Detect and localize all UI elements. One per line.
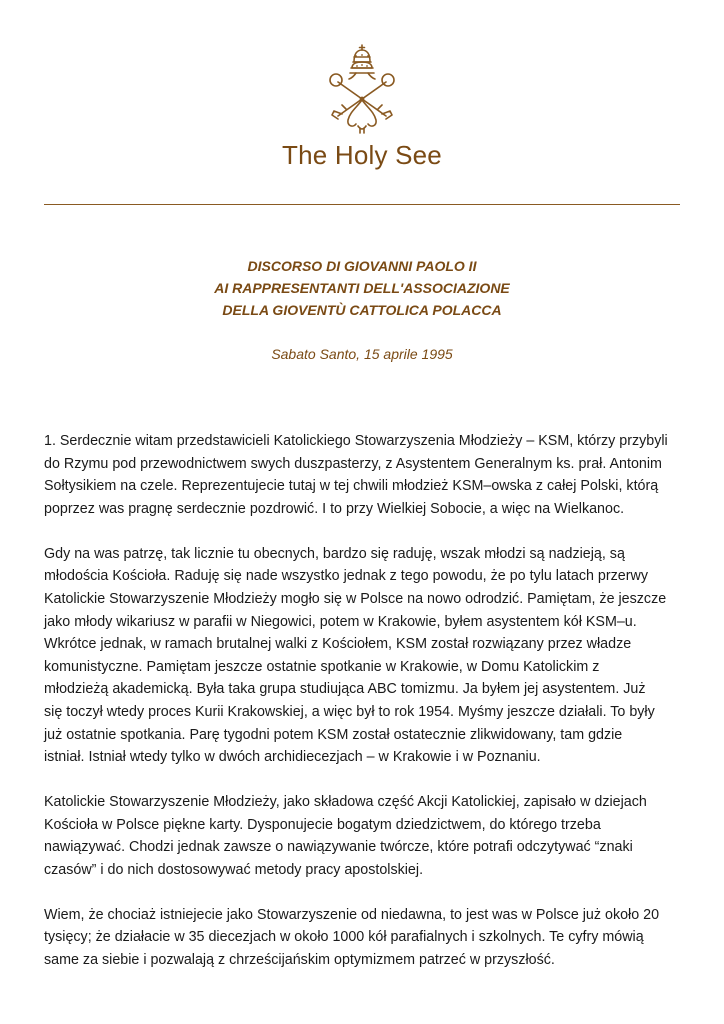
text-line: istniał. Istniał wtedy tylko w dwóch archidiecezjach – w Krakowie i w Poznaniu.	[44, 749, 541, 766]
document-title-line: AI RAPPRESENTANTI DELL'ASSOCIAZIONE	[214, 280, 510, 296]
text-line: 1. Serdecznie witam przedstawicieli Katolickiego Stowarzyszenia Młodzieży – KSM, którzy przybyli	[44, 433, 668, 449]
document-title-line: DISCORSO DI GIOVANNI PAOLO II	[247, 258, 477, 274]
header-divider	[44, 204, 680, 205]
text-line: poprzez was pragnę serdecznie pozdrowić. I to przy Wielkiej Sobocie, a więc na Wielkanoc.	[44, 500, 625, 517]
paragraph-3	[44, 791, 684, 881]
text-line: do Rzymu pod przewodnictwem swych duszpasterzy, z Asystentem Generalnym ks. prał. Antonim	[44, 455, 662, 472]
text-line: Wiem, że chociaż istniejecie jako Stowarzyszenie od niedawna, to jest was w Polsce już około 20	[44, 906, 660, 923]
text-line: Kościoła w Polsce piękne karty. Dysponujecie bogatym dziedzictwem, do którego trzeba	[44, 816, 601, 833]
papal-emblem-icon	[320, 42, 404, 134]
text-line: młodzieżą akademicką. Była taka grupa studiująca ABC tomizmu. Ja byłem jej asystentem. Już	[44, 681, 646, 698]
paragraph-4	[44, 904, 684, 972]
text-line: Gdy na was patrzę, tak licznie tu obecnych, bardzo się raduję, wszak młodzi są nadzieją, są	[44, 545, 625, 562]
paragraph-1	[44, 430, 684, 520]
site-title[interactable]: The Holy See	[282, 140, 442, 170]
text-line: tysięcy; że działacie w 35 diecezjach w około 1000 kół parafialnych i szkolnych. Te cyfry mówią	[44, 929, 644, 946]
text-line: czasów” i do nich dostosowywać metody pracy apostolskiej.	[44, 861, 424, 878]
text-line: jako młody wikariusz w parafii w Niegowici, potem w Krakowie, byłem asystentem kół KSM–u.	[44, 613, 637, 630]
text-line: się toczył wtedy proces Kurii Krakowskiej, a więc był to rok 1954. Myśmy jeszcze działali. To były	[44, 703, 655, 720]
document-body	[44, 430, 684, 994]
text-line: same za siebie i pozwalają z chrześcijańskim optymizmem patrzeć w przyszłość.	[44, 952, 555, 969]
paragraph-2	[44, 543, 684, 769]
text-line: nawiązywać. Chodzi jednak zawsze o nawiązywanie twórcze, które potrafi odczytywać “znaki	[44, 839, 633, 856]
document-date: Sabato Santo, 15 aprile 1995	[271, 346, 453, 362]
text-line: Katolickie Stowarzyszenie Młodzieży mogło się w Polsce na nowo odrodzić. Pamiętam, że jeszcze	[44, 590, 667, 607]
document-title	[0, 255, 724, 321]
text-line: Wkrótce jednak, w ramach brutalnej walki z Kościołem, KSM został rozwiązany przez władze	[44, 636, 632, 653]
document-title-line: DELLA GIOVENTÙ CATTOLICA POLACCA	[222, 302, 502, 318]
text-line: Sołtysikiem na czele. Reprezentujecie tutaj w tej chwili młodzież KSM–owska z całej Polski, którą	[44, 478, 659, 495]
text-line: komunistyczne. Pamiętam jeszcze ostatnie spotkanie w Krakowie, w Domu Katolickim z	[44, 658, 600, 675]
text-line: Katolickie Stowarzyszenie Młodzieży, jako składowa część Akcji Katolickiej, zapisało w dziejach	[44, 794, 647, 811]
text-line: młodościa Kościoła. Raduję się nade wszystko jednak z tego powodu, że po tylu latach przerwy	[44, 568, 648, 585]
text-line: już ostatnie spotkania. Parę tygodni potem KSM został ostatecznie zlikwidowany, tam gdzie	[44, 726, 623, 743]
